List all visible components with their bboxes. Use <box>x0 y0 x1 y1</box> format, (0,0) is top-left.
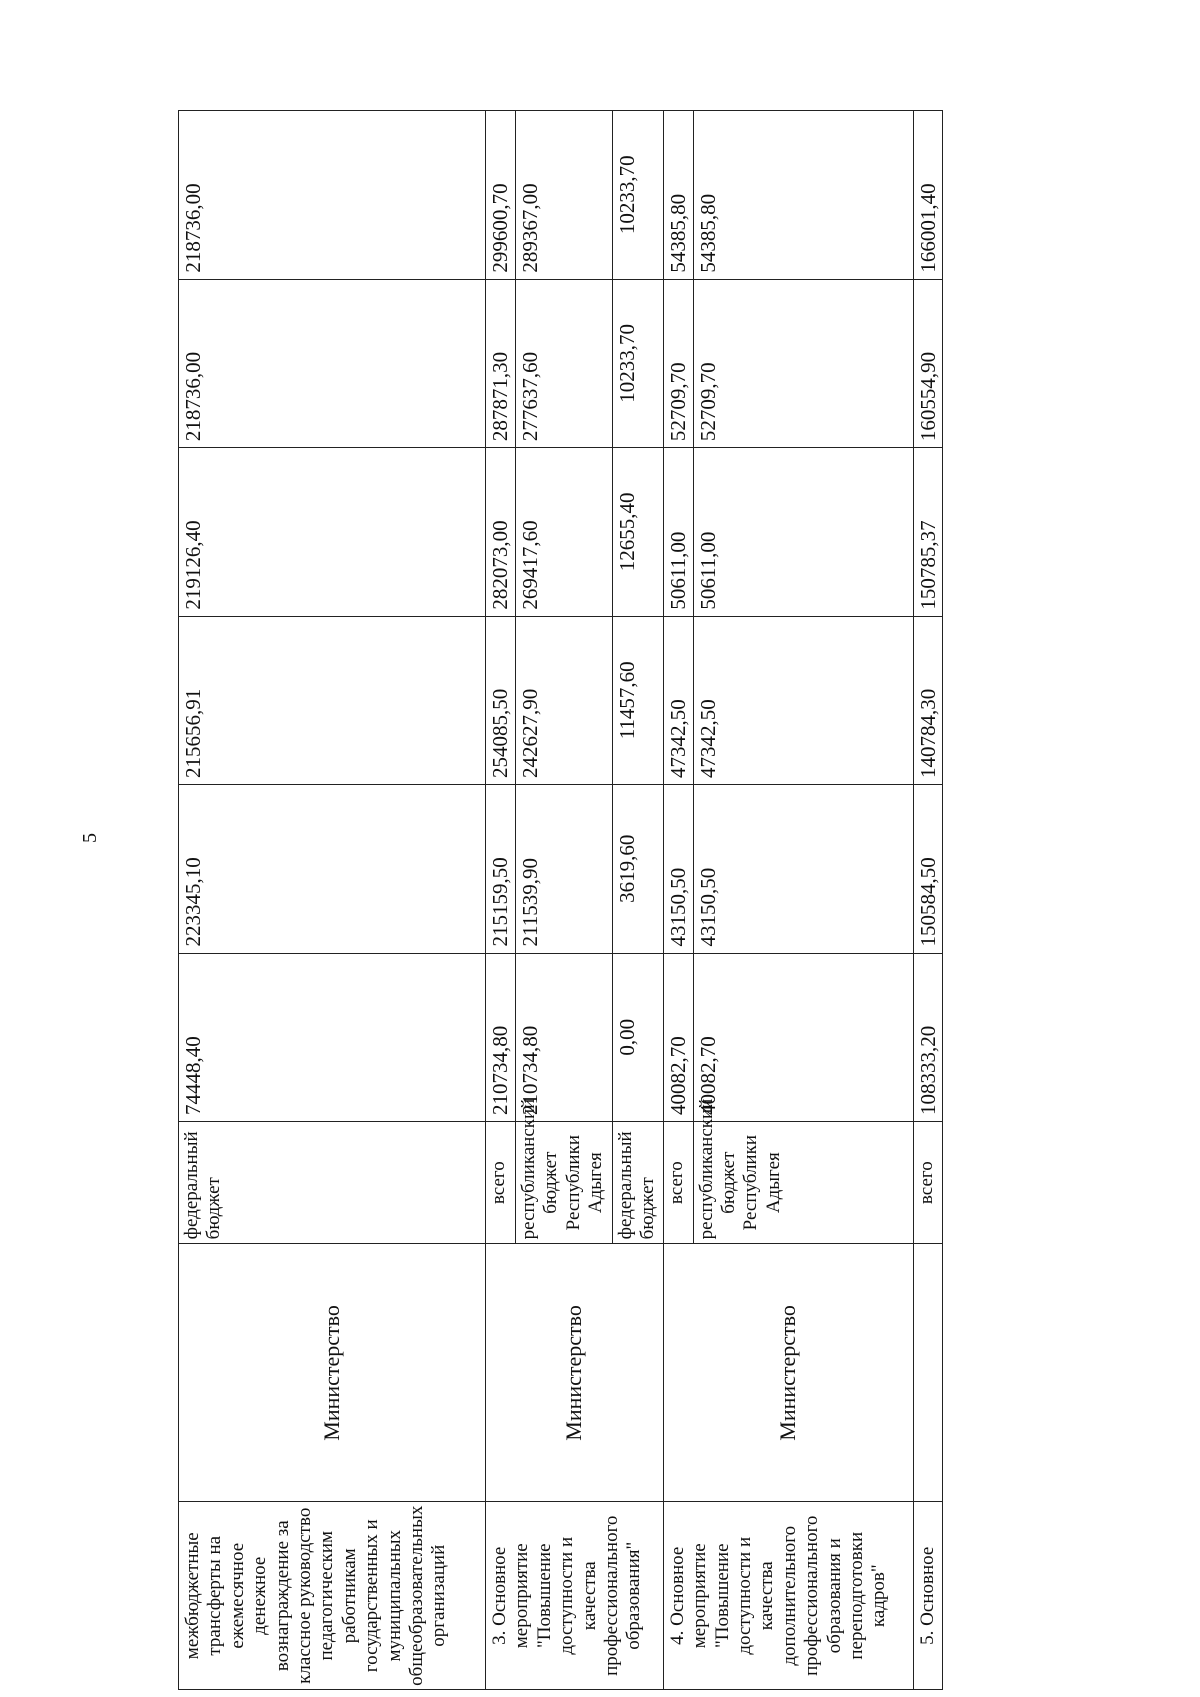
value-cell: 0,00 <box>612 953 663 1121</box>
budget-table <box>178 110 943 1690</box>
value-cell: 50611,00 <box>663 448 693 616</box>
value-cell: 215656,91 <box>179 616 486 784</box>
executor-cell: Министерство <box>179 1244 486 1502</box>
value-cell: 166001,40 <box>913 111 943 280</box>
value-cell: 150785,37 <box>913 448 943 616</box>
measure-name: 5. Основное <box>913 1502 943 1690</box>
table-row <box>179 111 486 1690</box>
value-cell: 269417,60 <box>515 448 612 616</box>
measure-name: 3. Основное мероприятие "Повышение доступности и качества профессионального образования" <box>486 1502 664 1690</box>
value-cell: 10233,70 <box>612 111 663 280</box>
value-cell: 52709,70 <box>693 279 913 447</box>
table-row <box>663 111 693 1690</box>
funding-source: республиканский бюджет Республики Адыгея <box>515 1122 612 1244</box>
value-cell: 211539,90 <box>515 785 612 953</box>
value-cell: 52709,70 <box>663 279 693 447</box>
value-cell: 150584,50 <box>913 785 943 953</box>
value-cell: 218736,00 <box>179 279 486 447</box>
value-cell: 10233,70 <box>612 279 663 447</box>
value-cell: 47342,50 <box>693 616 913 784</box>
value-cell: 140784,30 <box>913 616 943 784</box>
value-cell: 254085,50 <box>486 616 516 784</box>
funding-source: федеральный бюджет <box>179 1122 486 1244</box>
table-row <box>486 111 516 1690</box>
value-cell: 108333,20 <box>913 953 943 1121</box>
value-cell: 40082,70 <box>663 953 693 1121</box>
value-cell: 277637,60 <box>515 279 612 447</box>
funding-source: всего <box>663 1122 693 1244</box>
value-cell: 50611,00 <box>693 448 913 616</box>
funding-source: федеральный бюджет <box>612 1122 663 1244</box>
table-row <box>913 111 943 1690</box>
value-cell: 223345,10 <box>179 785 486 953</box>
value-cell: 242627,90 <box>515 616 612 784</box>
value-cell: 47342,50 <box>663 616 693 784</box>
funding-source: всего <box>486 1122 516 1244</box>
executor-cell: Министерство <box>663 1244 913 1502</box>
value-cell: 215159,50 <box>486 785 516 953</box>
executor-cell <box>913 1244 943 1502</box>
value-cell: 282073,00 <box>486 448 516 616</box>
value-cell: 54385,80 <box>663 111 693 280</box>
value-cell: 12655,40 <box>612 448 663 616</box>
value-cell: 160554,90 <box>913 279 943 447</box>
value-cell: 74448,40 <box>179 953 486 1121</box>
measure-name: межбюджетные трансферты на ежемесячное денежное вознаграждение за классное руководство педагогическим работникам государственных и муниципальных общеобразовательных организаций <box>179 1502 486 1690</box>
value-cell: 299600,70 <box>486 111 516 280</box>
value-cell: 218736,00 <box>179 111 486 280</box>
value-cell: 219126,40 <box>179 448 486 616</box>
value-cell: 289367,00 <box>515 111 612 280</box>
funding-source: республиканский бюджет Республики Адыгея <box>693 1122 913 1244</box>
value-cell: 287871,30 <box>486 279 516 447</box>
value-cell: 40082,70 <box>693 953 913 1121</box>
executor-cell: Министерство <box>486 1244 664 1502</box>
funding-source: всего <box>913 1122 943 1244</box>
value-cell: 54385,80 <box>693 111 913 280</box>
measure-name: 4. Основное мероприятие "Повышение доступности и качества дополнительного профессионального образования и переподготовки кадров" <box>663 1502 913 1690</box>
value-cell: 3619,60 <box>612 785 663 953</box>
value-cell: 43150,50 <box>693 785 913 953</box>
value-cell: 11457,60 <box>612 616 663 784</box>
value-cell: 210734,80 <box>515 953 612 1121</box>
value-cell: 210734,80 <box>486 953 516 1121</box>
rotated-table-container <box>178 110 1078 1690</box>
value-cell: 43150,50 <box>663 785 693 953</box>
page-number: 5 <box>79 833 101 843</box>
